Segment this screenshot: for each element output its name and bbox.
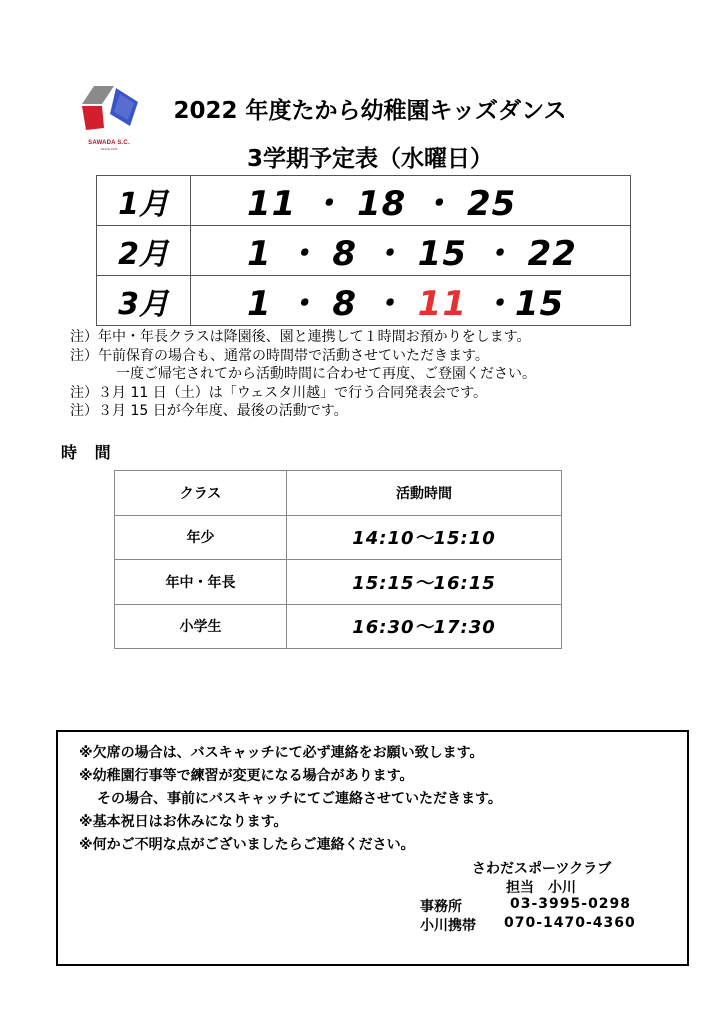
notes-list <box>70 328 536 421</box>
class-name: 年少 <box>115 515 287 560</box>
page-subtitle: 3学期予定表（水曜日） <box>246 146 493 172</box>
schedule-dates <box>191 276 631 326</box>
office-label: 事務所 <box>420 899 462 915</box>
info-line: その場合、事前にバスキャッチにてご連絡させていただきます。 <box>97 791 502 807</box>
logo-sub: SINCE 1976 <box>100 147 118 151</box>
info-line: ※幼稚園行事等で練習が変更になる場合があります。 <box>79 768 414 784</box>
note-item: 注）３月 11 日（土）は「ウェスタ川越」で行う合同発表会です。 <box>70 384 488 401</box>
club-name: さわだスポーツクラブ <box>472 861 612 877</box>
schedule-row <box>97 276 631 326</box>
note-item: 注）３月 15 日が今年度、最後の活動です。 <box>70 403 348 420</box>
logo-brand: SAWADA S.C. <box>88 140 130 146</box>
contact-person: 担当 小川 <box>506 880 576 896</box>
header-class: クラス <box>115 471 287 516</box>
dates-after: ・15 <box>467 284 565 324</box>
logo-cube-icon <box>76 80 142 140</box>
dates-before: 1 ・ 8 ・ <box>247 284 418 324</box>
schedule-dates: 11 ・ 18 ・ 25 <box>191 176 631 226</box>
note-item: 注）年中・年長クラスは降園後、園と連携して１時間お預かりをします。 <box>70 329 531 345</box>
class-name: 年中・年長 <box>115 560 287 605</box>
note-item: 注）午前保育の場合も、通常の時間帯で活動させていただきます。 <box>70 347 489 364</box>
schedule-month: 1月 <box>97 176 191 226</box>
mobile-phone: 070-1470-4360 <box>504 915 636 931</box>
schedule-row <box>97 226 631 276</box>
sawada-logo <box>76 80 142 156</box>
office-phone: 03-3995-0298 <box>510 896 632 912</box>
time-heading: 時 間 <box>61 443 117 462</box>
schedule-table <box>96 175 631 326</box>
mobile-label: 小川携帯 <box>420 918 476 934</box>
table-row <box>115 515 562 560</box>
table-row <box>115 604 562 649</box>
highlight-date: 11 <box>417 284 467 324</box>
activity-time: 15:15～16:15 <box>287 560 562 605</box>
info-lines <box>79 742 502 857</box>
time-table-header <box>115 471 562 516</box>
time-table <box>114 470 562 649</box>
note-item: 一度ご帰宅されてから活動時間に合わせて再度、ご登園ください。 <box>116 366 536 383</box>
info-line: ※何かご不明な点がございましたらご連絡ください。 <box>79 837 415 853</box>
header-time: 活動時間 <box>287 471 562 516</box>
page-title: 2022 年度たから幼稚園キッズダンス <box>173 98 567 124</box>
schedule-month: 2月 <box>97 226 191 276</box>
class-name: 小学生 <box>115 604 287 649</box>
info-line: ※欠席の場合は、バスキャッチにて必ず連絡をお願い致します。 <box>79 745 484 761</box>
schedule-dates: 1 ・ 8 ・ 15 ・ 22 <box>191 226 631 276</box>
schedule-row <box>97 176 631 226</box>
schedule-month: 3月 <box>97 276 191 326</box>
table-row <box>115 560 562 605</box>
info-box <box>56 730 689 966</box>
info-line: ※基本祝日はお休みになります。 <box>79 814 288 830</box>
activity-time: 14:10～15:10 <box>287 515 562 560</box>
activity-time: 16:30～17:30 <box>287 604 562 649</box>
